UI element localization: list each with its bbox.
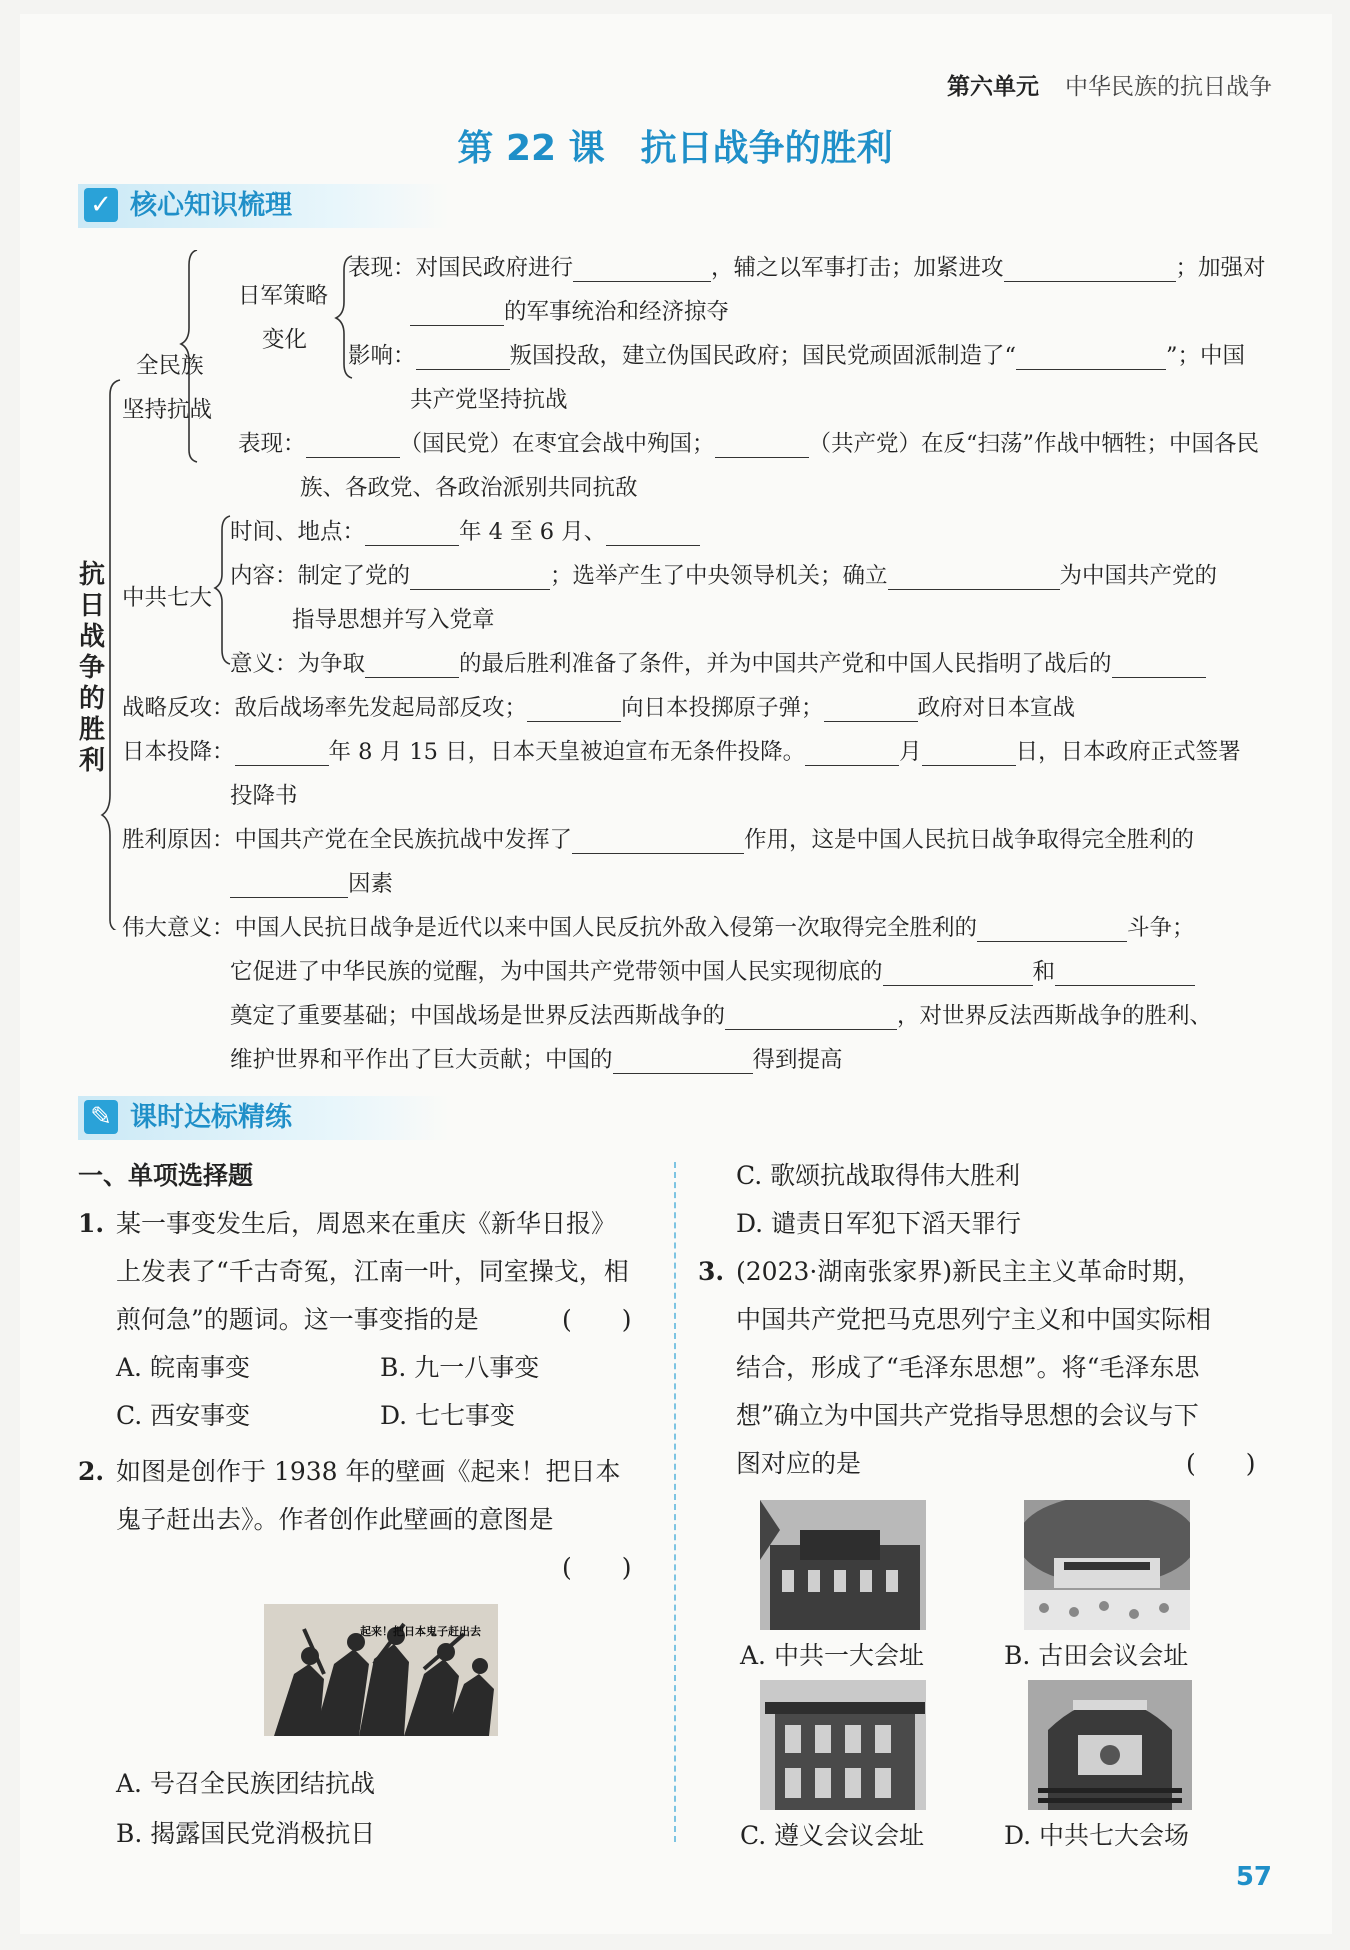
- q2-option-c[interactable]: C. 歌颂抗战取得伟大胜利: [736, 1161, 1021, 1190]
- page-number: 57: [1235, 1862, 1272, 1892]
- line-yiyi: 意义：为争取 的最后胜利准备了条件，并为中国共产党和中国人民指明了战后的: [230, 646, 1206, 678]
- line-shijian: 时间、地点： 年 4 至 6 月、: [230, 514, 700, 546]
- q1-line1: 某一事变发生后，周恩来在重庆《新华日报》: [116, 1209, 617, 1238]
- q3-option-c[interactable]: C. 遵义会议会址: [740, 1821, 925, 1850]
- tree-root-title: 抗日战争的胜利: [78, 560, 105, 776]
- q2-option-b[interactable]: B. 揭露国民党消极抗日: [116, 1819, 376, 1848]
- q1-line2: 上发表了“千古奇冤，江南一叶，同室操戈，相: [116, 1257, 629, 1286]
- line-yiyi2-b: 它促进了中华民族的觉醒，为中国共产党带领中国人民实现彻底的 和: [230, 954, 1195, 986]
- unit-title: 中华民族的抗日战争: [1065, 74, 1272, 100]
- q2-answer-paren[interactable]: ( ): [562, 1553, 632, 1582]
- unit-label: 第六单元: [947, 74, 1039, 100]
- photo-gutian-site: [1024, 1500, 1190, 1630]
- part-heading: 一、单项选择题: [78, 1161, 254, 1190]
- q1-option-a[interactable]: A. 皖南事变: [116, 1353, 250, 1382]
- q1-line3: 煎何急”的题词。这一事变指的是: [116, 1305, 479, 1334]
- q1-option-b[interactable]: B. 九一八事变: [380, 1353, 540, 1382]
- line-biaoxian2: 表现： （国民党）在枣宜会战中殉国； （共产党）在反“扫荡”作战中牺牲；中国各民: [238, 431, 1260, 457]
- q2-line1: 如图是创作于 1938 年的壁画《起来！把日本: [116, 1457, 621, 1486]
- line-fangong: 战略反攻：敌后战场率先发起局部反攻； 向日本投掷原子弹； 政府对日本宣战: [122, 695, 1076, 721]
- line-yingxiang: 影响： 叛国投敌，建立伪国民政府；国民党顽固派制造了“ ”；中国: [348, 343, 1246, 369]
- line-neirong: 内容：制定了党的 ；选举产生了中央领导机关；确立 为中国共产党的: [230, 563, 1218, 589]
- q3-option-d[interactable]: D. 中共七大会场: [1004, 1821, 1190, 1850]
- q3-line1: (2023·湖南张家界)新民主主义革命时期，: [736, 1257, 1203, 1286]
- node-qida: 中共七大: [122, 585, 213, 611]
- q3-option-b[interactable]: B. 古田会议会址: [1004, 1641, 1189, 1670]
- pencil-icon: ✎: [84, 1100, 118, 1134]
- section-exercises: [78, 1096, 450, 1140]
- line-yuanyin-cont: 因素: [230, 866, 393, 898]
- photo-yida-site: [760, 1500, 926, 1630]
- section-title-2: 课时达标精练: [130, 1102, 292, 1133]
- q2-option-a[interactable]: A. 号召全民族团结抗战: [116, 1769, 375, 1798]
- node-rijun-1: 日军策略: [238, 283, 329, 309]
- photo-qida-hall: [1028, 1680, 1192, 1810]
- checkbox-icon: ✓: [84, 188, 118, 222]
- line-yingxiang-cont: 共产党坚持抗战: [410, 387, 568, 413]
- q3-line3: 结合，形成了“毛泽东思想”。将“毛泽东思: [736, 1353, 1200, 1382]
- running-header: [947, 68, 1272, 101]
- q3-line4: 想”确立为中国共产党指导思想的会议与下: [736, 1401, 1199, 1430]
- q2-option-d[interactable]: D. 谴责日军犯下滔天罪行: [736, 1209, 1022, 1238]
- line-yiyi2-c: 奠定了重要基础；中国战场是世界反法西斯战争的 ，对世界反法西斯战争的胜利、: [230, 1003, 1213, 1029]
- q3-line2: 中国共产党把马克思列宁主义和中国实际相: [736, 1305, 1212, 1334]
- q1-option-c[interactable]: C. 西安事变: [116, 1401, 251, 1430]
- q1-option-d[interactable]: D. 七七事变: [380, 1401, 516, 1430]
- line-yuanyin: 胜利原因：中国共产党在全民族抗战中发挥了 作用，这是中国人民抗日战争取得完全胜利的: [122, 827, 1195, 853]
- q1-answer-paren[interactable]: ( ): [562, 1305, 632, 1334]
- q3-answer-paren[interactable]: ( ): [1186, 1449, 1256, 1478]
- column-divider: [674, 1162, 676, 1842]
- node-quanminzu-1: 全民族: [136, 353, 204, 379]
- line-biaoxian1-cont: 的军事统治和经济掠夺: [410, 294, 729, 326]
- line-yiyi2-d: 维护世界和平作出了巨大贡献；中国的 得到提高: [230, 1047, 843, 1073]
- photo-zunyi-site: [760, 1680, 926, 1810]
- mural-caption: 起来！把日本鬼子赶出去: [360, 1625, 481, 1638]
- section-core-knowledge: [78, 184, 450, 228]
- line-yiyi2: 伟大意义：中国人民抗日战争是近代以来中国人民反抗外敌入侵第一次取得完全胜利的 斗争；: [122, 915, 1195, 941]
- q2-line2: 鬼子赶出去》。作者创作此壁画的意图是: [116, 1505, 554, 1534]
- line-touxiang-cont: 投降书: [230, 783, 298, 809]
- node-quanminzu-2: 坚持抗战: [122, 397, 213, 423]
- q3-option-a[interactable]: A. 中共一大会址: [740, 1641, 924, 1670]
- node-rijun-2: 变化: [262, 327, 308, 353]
- mural-image: [264, 1604, 498, 1736]
- line-biaoxian1: 表现：对国民政府进行 ，辅之以军事打击；加紧进攻 ；加强对: [348, 255, 1266, 281]
- q3-line5: 图对应的是: [736, 1449, 862, 1478]
- line-touxiang: 日本投降： 年 8 月 15 日，日本天皇被迫宣布无条件投降。 月 日，日本政府正式签署: [122, 739, 1241, 765]
- lesson-title: 第 22 课 抗日战争的胜利: [457, 128, 893, 169]
- line-neirong-cont: 指导思想并写入党章: [292, 607, 495, 633]
- section-title: 核心知识梳理: [130, 190, 292, 221]
- line-biaoxian2-cont: 族、各政党、各政治派别共同抗敌: [300, 475, 638, 501]
